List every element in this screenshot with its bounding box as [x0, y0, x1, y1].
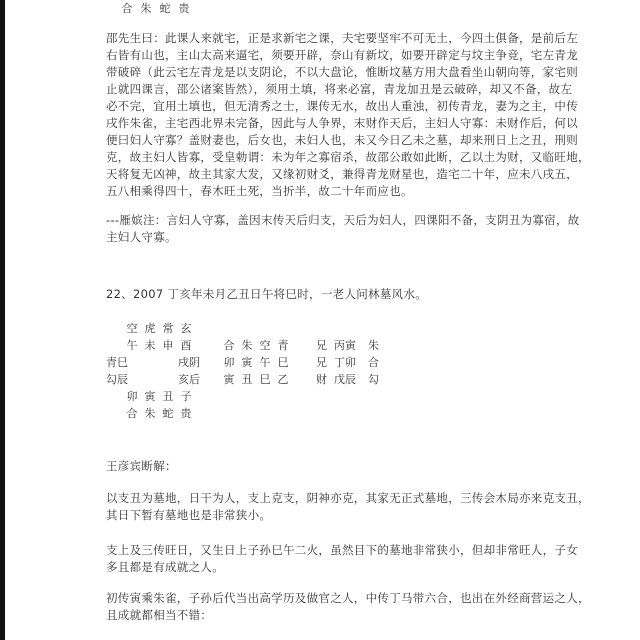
text-line: 必不完，宜用土填也，但无清秀之士，课传无水，故出人重浊，初传青龙，妻为之主，中传	[106, 99, 578, 113]
tiandi-cell: 常	[162, 322, 174, 335]
text-line: 五八相乘得四十，春木旺土死，当折半，故二十年而应也。	[106, 184, 413, 198]
sike-cell: 朱	[241, 339, 253, 352]
text-line: 便曰妇人守寡？盖财妻也，后女也，未妇人也，未又今日乙未之墓，却来刑日上之丑，刑则	[106, 133, 578, 147]
tiandi-side-cell: 亥后	[178, 373, 200, 386]
tiandi-cell: 玄	[180, 322, 192, 335]
text-line: 支上及三传旺日，又生日上子孙巳午二火，虽然目下的墓地非常狭小，但却非常旺人，子女	[106, 543, 578, 557]
tiandi-cell: 蛇	[162, 407, 174, 420]
text-line: 初传寅乘朱雀，子孙后代当出高学历及做官之人，中传丁马带六合，也出在外经商营运之人，	[106, 591, 590, 605]
shao-commentary	[106, 30, 590, 200]
text-line: 带破碎（此云宅左青龙是以支阴论，不以大盘论，惟断坟墓方用大盘看坐山朝向等，家宅则	[106, 65, 578, 79]
sike-cell: 乙	[277, 373, 289, 386]
sike-cell: 合	[223, 339, 235, 352]
fragment-cell: 贵	[178, 2, 190, 15]
wang-paragraph-3	[106, 590, 590, 624]
sike-cell: 丑	[241, 373, 253, 386]
sike-cell: 寅	[223, 373, 235, 386]
sike-cell: 卯	[223, 356, 235, 369]
wang-heading: 王彦宾断解：	[106, 459, 177, 473]
sike-cell: 寅	[241, 356, 253, 369]
wang-paragraph-1	[106, 490, 590, 524]
left-border	[0, 0, 5, 640]
tiandi-side-cell: 戌阴	[178, 356, 200, 369]
tiandi-side-cell: 勾辰	[106, 373, 128, 386]
wang-paragraph-2	[106, 542, 581, 576]
sanchuan-relation: 兄	[316, 356, 327, 369]
fragment-cell: 蛇	[159, 2, 171, 15]
sike-cell: 巳	[259, 373, 271, 386]
text-line: ---雁嫔注：言妇人守寡，盖因末传天后归支，天后为妇人，四课阳不备，支阴丑为寡宿，故	[106, 213, 580, 227]
text-line: 主妇人守寡。	[106, 230, 177, 244]
tiandi-cell: 未	[144, 339, 156, 352]
yan-note	[106, 212, 581, 246]
sanchuan-ganzhi: 戊辰	[334, 373, 356, 386]
tiandi-cell: 卯	[126, 390, 138, 403]
tiandi-cell: 申	[162, 339, 174, 352]
sanchuan-general: 朱	[368, 339, 379, 352]
sike-cell: 巳	[277, 356, 289, 369]
sanchuan-general: 合	[368, 356, 379, 369]
text-line: 戌作朱雀，主宅西北界未完备，因此与人争界，末财作天后，主妇人守寡：未财作后，何以	[106, 116, 578, 130]
tiandi-side-cell: 青巳	[106, 356, 128, 369]
sanchuan-relation: 财	[316, 373, 327, 386]
case-title: 22、2007 丁亥年未月乙丑日午将巳时，一老人问林墓风水。	[106, 287, 428, 301]
sike-cell: 青	[277, 339, 289, 352]
text-line: 以支丑为墓地，日干为人，支上克支，阴神亦克，其家无正式墓地，三传会木局亦来克支丑，	[106, 491, 590, 505]
sike-cell: 空	[259, 339, 271, 352]
tiandi-cell: 寅	[144, 390, 156, 403]
text-line: 其日下暂有墓地也是非常狭小。	[106, 508, 272, 522]
tiandi-cell: 贵	[180, 407, 192, 420]
tiandi-cell: 虎	[144, 322, 156, 335]
sanchuan-ganzhi: 丁卯	[334, 356, 356, 369]
tiandi-cell: 酉	[180, 339, 192, 352]
tiandi-cell: 子	[180, 390, 192, 403]
sike-cell: 午	[259, 356, 271, 369]
sanchuan-ganzhi: 丙寅	[334, 339, 356, 352]
text-line: 多且都是有成就之人。	[106, 560, 224, 574]
fragment-cell: 合	[121, 2, 133, 15]
sanchuan-general: 勾	[368, 373, 379, 386]
fragment-cell: 朱	[140, 2, 152, 15]
text-line: 且成就都相当不错：	[106, 608, 213, 622]
text-line: 右皆有山也，主山太高来逼宅，须要开辟，奈山有新坟，如要开辟定与坟主争竞，宅左青龙	[106, 48, 578, 62]
tiandi-cell: 空	[126, 322, 138, 335]
text-line: 邵先生曰：此课人来就宅，正是求新宅之课，夫宅要坚牢不可无土，今四土俱备，是前后左	[106, 31, 578, 45]
text-line: 克，故主妇人皆寡，受皇勅谓：未为年之寡宿杀，故邵公敢如此断，乙以土为财，又临旺地，	[106, 150, 590, 164]
text-line: 止就四课言，邵公诸案皆然），须用土填，将来必富，青龙加丑是云破碎，却又不备，故左	[106, 82, 573, 96]
tiandi-cell: 丑	[162, 390, 174, 403]
tiandi-cell: 朱	[144, 407, 156, 420]
text-line: 天将复无凶神，故主其家大发，又缘初财爻，兼得青龙财星也，造宅二十年，应未八戌五，	[106, 167, 578, 181]
sanchuan-relation: 兄	[316, 339, 327, 352]
tiandi-cell: 合	[126, 407, 138, 420]
tiandi-cell: 午	[126, 339, 138, 352]
